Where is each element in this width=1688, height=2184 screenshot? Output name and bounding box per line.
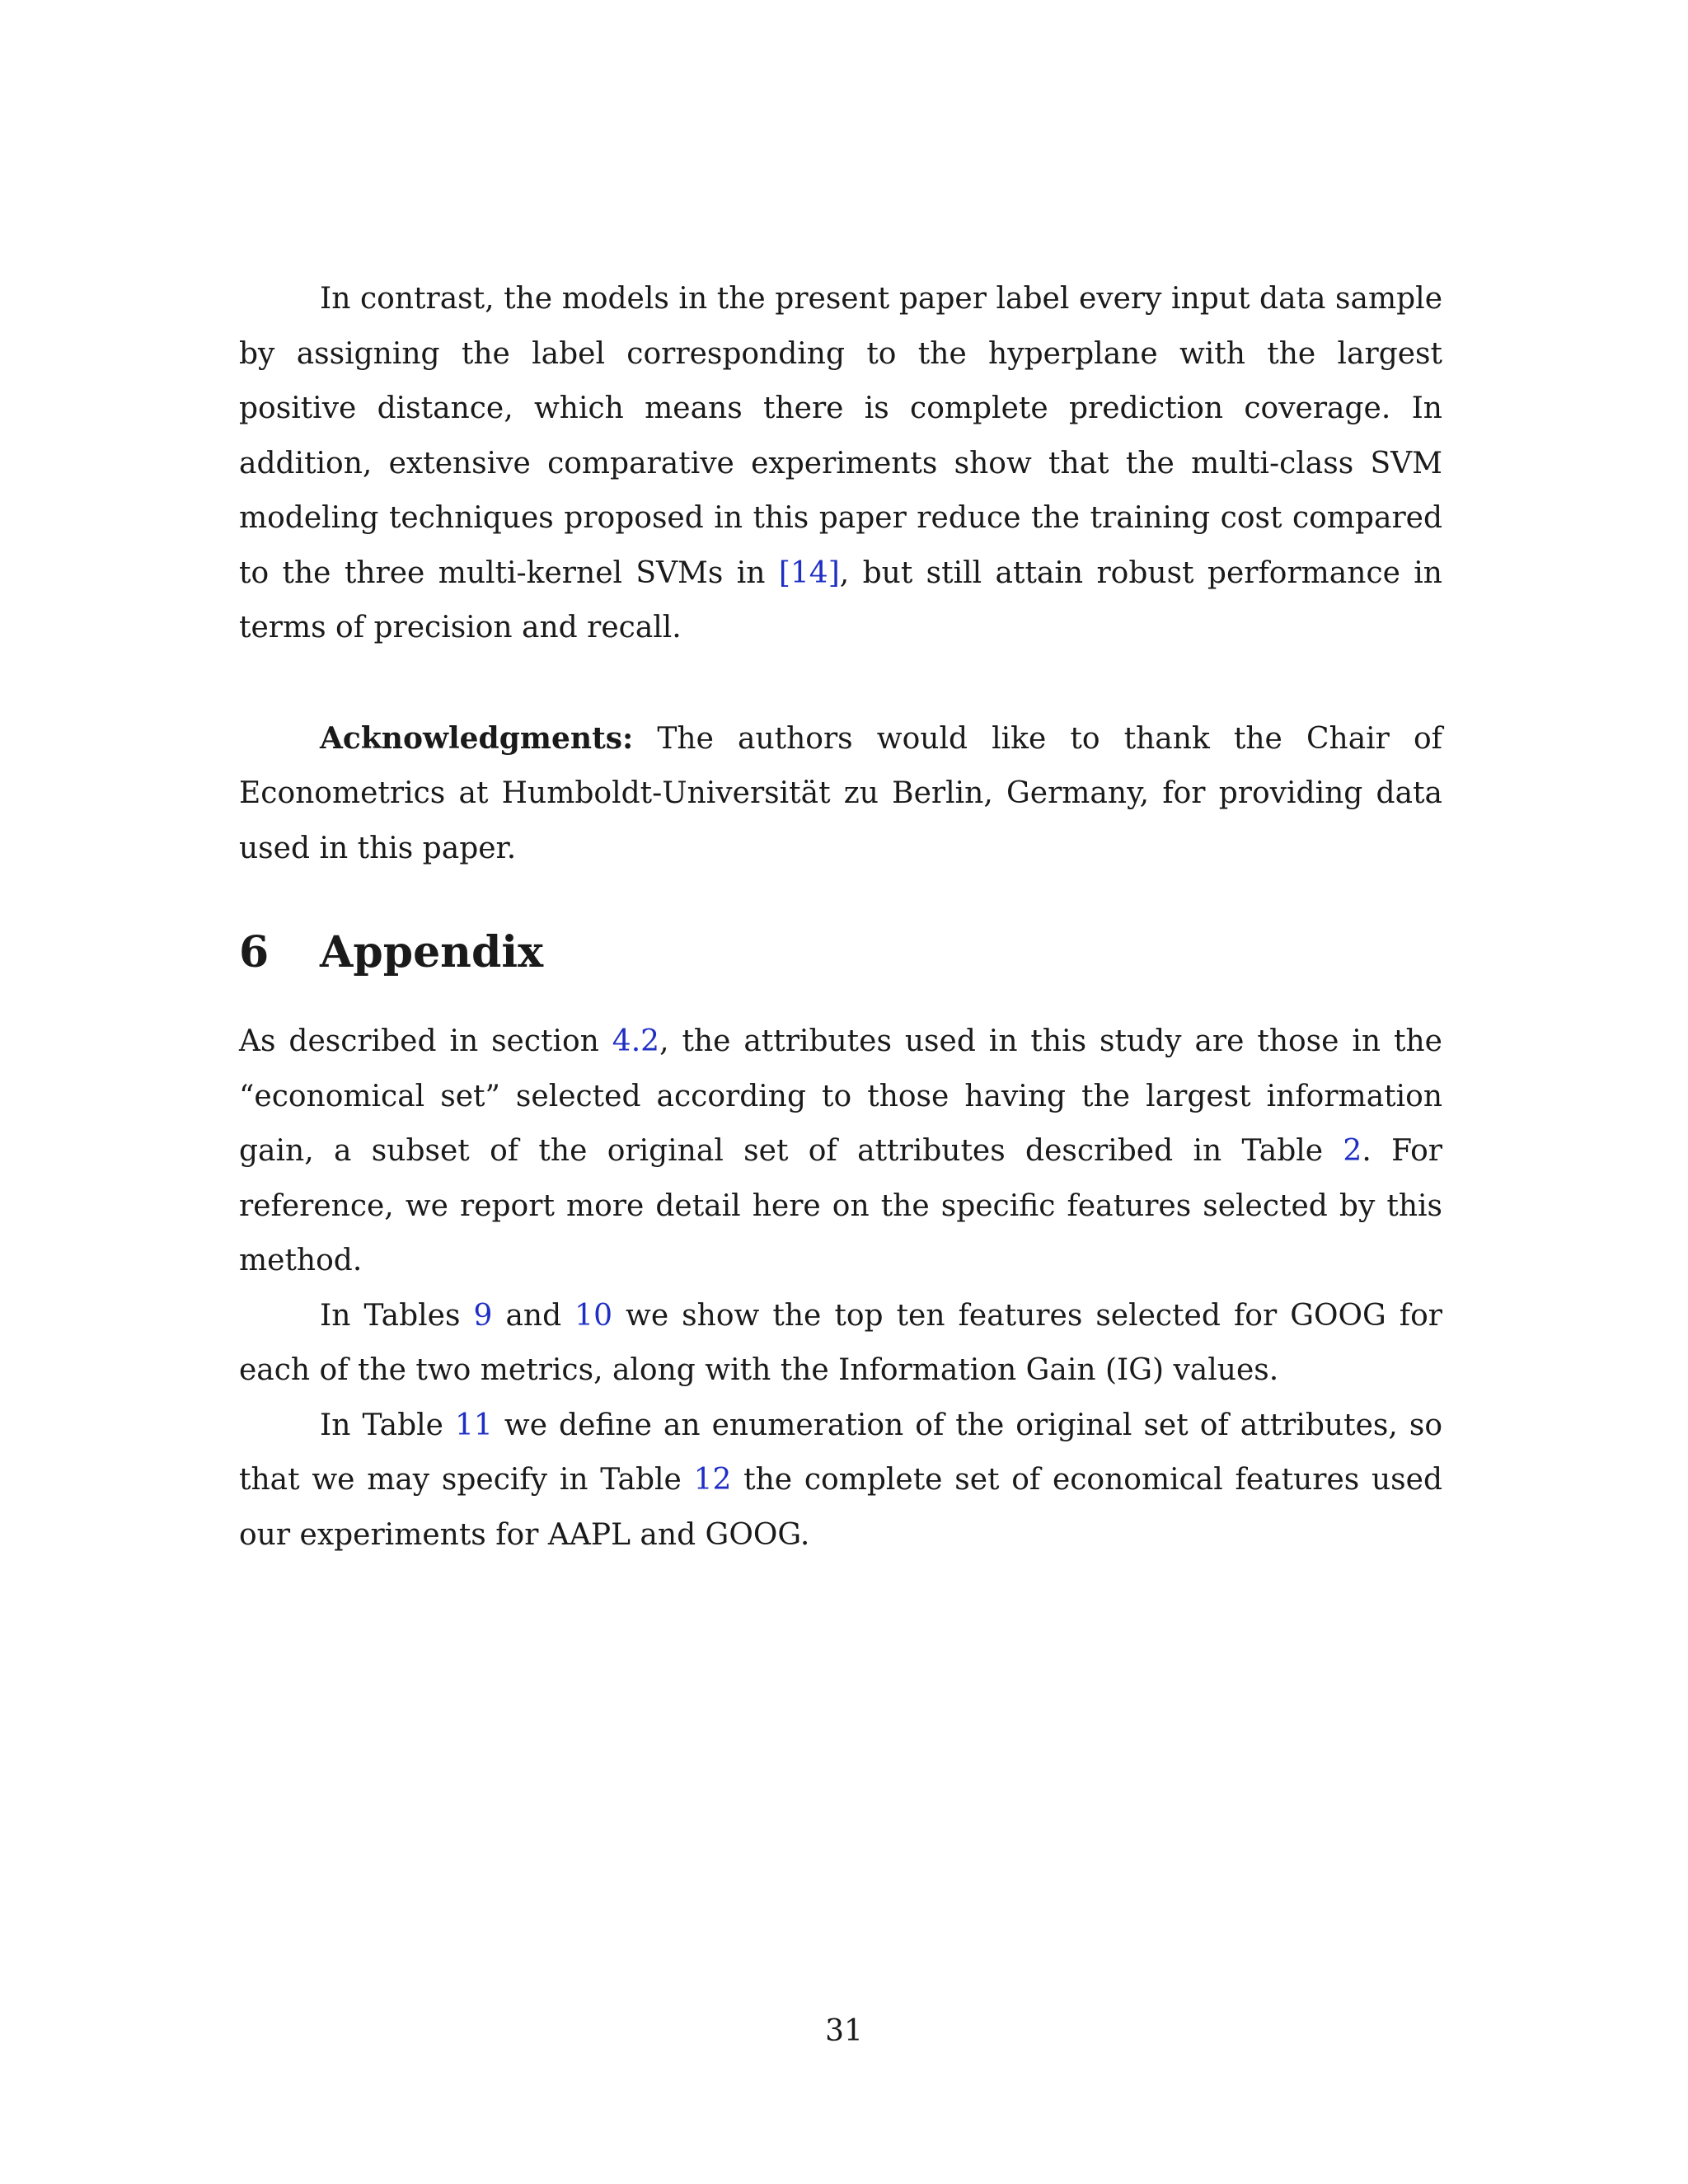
paragraph-text: we define an enumeration of the original set of attributes, so that we may specify in Table	[239, 1408, 1442, 1497]
table-link-2[interactable]: 2	[1343, 1134, 1362, 1168]
acknowledgments-paragraph	[239, 711, 1442, 877]
table-link-11[interactable]: 11	[455, 1408, 493, 1442]
section-heading	[239, 924, 1442, 982]
paragraph-text: , but still attain robust performance in terms of precision and recall.	[239, 555, 1442, 644]
paragraph-text: the complete set of economical features used our experiments for AAPL and GOOG.	[239, 1463, 1443, 1552]
paragraph-described	[239, 1015, 1442, 1289]
paragraph-text: In contrast, the models in the present paper label every input data sample by assigning the label corresponding to the hyperplane with the largest positive distance, which means there is complete prediction coverage. In addition, extensive comparative experiments show that the multi-class SVM modeling techniques proposed in this paper reduce the training cost compared to the three multi-kernel SVMs in	[239, 282, 1442, 590]
citation-link-14[interactable]: [14]	[778, 555, 840, 590]
paragraph-text: . For reference, we report more detail here on the specific features selected by this method.	[239, 1134, 1442, 1277]
paragraph-contrast	[239, 272, 1442, 656]
paragraph-text: In Table	[320, 1408, 456, 1442]
section-number: 6	[239, 927, 270, 977]
section-title: Appendix	[320, 927, 544, 977]
paragraph-text: In Tables	[320, 1298, 474, 1333]
paragraph-text: , the attributes used in this study are those in the “economical set” selected according to those having the largest information gain, a subset of the original set of attributes described in Table	[239, 1024, 1442, 1168]
paragraph-gap	[239, 656, 1442, 711]
table-link-12[interactable]: 12	[693, 1463, 732, 1497]
paragraph-table11	[239, 1399, 1442, 1563]
table-link-10[interactable]: 10	[574, 1298, 612, 1333]
paragraph-text: As described in section	[239, 1024, 612, 1058]
page-body	[239, 272, 1442, 1563]
paragraph-text: we show the top ten features selected for GOOG for each of the two metrics, along with the Information Gain (IG) values.	[239, 1298, 1442, 1387]
acknowledgments-label: Acknowledgments:	[320, 720, 634, 756]
acknowledgments-text: The authors would like to thank the Chair of Econometrics at Humboldt-Universität zu Berlin, Germany, for providing data used in this paper.	[239, 721, 1442, 865]
section-link-4-2[interactable]: 4.2	[612, 1024, 660, 1058]
table-link-9[interactable]: 9	[473, 1298, 493, 1333]
paragraph-text: and	[492, 1298, 575, 1333]
paragraph-tables	[239, 1289, 1442, 1399]
page-number: 31	[825, 2014, 863, 2048]
